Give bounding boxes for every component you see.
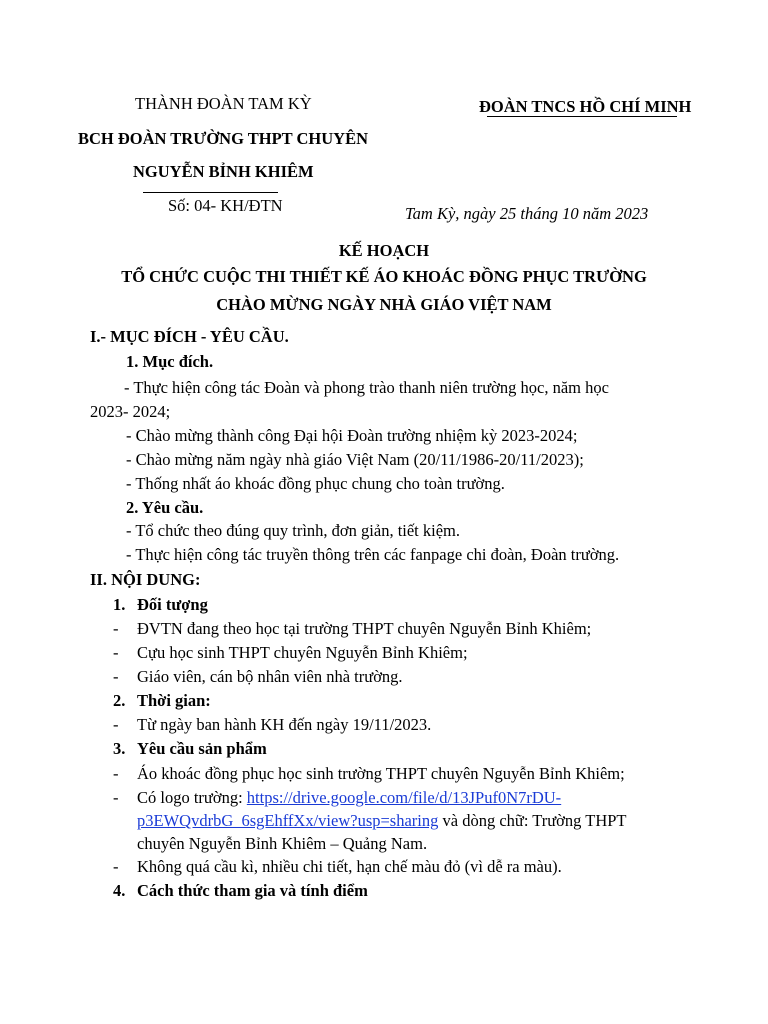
logo-drive-link-continued[interactable]: p3EWQvdrbG_6sgEhffXx/view?usp=sharing [137,811,439,830]
purpose-bullet-1: - Chào mừng thành công Đại hội Đoàn trường nhiệm kỳ 2023-2024; [126,426,578,445]
purpose-paragraph-line-1: - Thực hiện công tác Đoàn và phong trào thanh niên trường học, năm học [124,378,609,397]
item-3-logo-line-3: chuyên Nguyễn Bỉnh Khiêm – Quảng Nam. [137,834,428,853]
section-1-heading: I.- MỤC ĐÍCH - YÊU CẦU. [90,327,289,346]
dash-marker: - [113,643,119,662]
item-3-logo-line-2 [137,810,627,832]
item-1-number: 1. [113,595,126,614]
issuing-unit-line-1: BCH ĐOÀN TRƯỜNG THPT CHUYÊN [78,129,369,148]
purpose-paragraph-line-2: 2023- 2024; [90,402,171,421]
dash-marker: - [113,667,119,686]
dash-marker: - [113,788,119,807]
document-date: Tam Kỳ, ngày 25 tháng 10 năm 2023 [405,204,649,223]
item-2-number: 2. [113,691,126,710]
dash-marker: - [113,857,119,876]
dash-marker: - [113,715,119,734]
item-2-title: Thời gian: [137,691,211,710]
item-1-line-3: Giáo viên, cán bộ nhân viên nhà trường. [137,667,403,686]
dash-marker: - [113,619,119,638]
requirement-bullet-1: - Tổ chức theo đúng quy trình, đơn giản, tiết kiệm. [126,521,461,540]
issuing-unit-line-2: NGUYỄN BỈNH KHIÊM [133,162,314,181]
item-3-logo-line-1 [137,787,561,809]
item-3-last-line: Không quá cầu kì, nhiều chi tiết, hạn chế màu đỏ (vì dễ ra màu). [137,857,562,876]
logo-drive-link[interactable]: https://drive.google.com/file/d/13JPuf0N7rDU- [246,788,562,807]
document-title-line-2: CHÀO MỪNG NGÀY NHÀ GIÁO VIỆT NAM [216,295,552,314]
item-3-title: Yêu cầu sản phẩm [137,739,267,758]
party-organization: ĐOÀN TNCS HỒ CHÍ MINH [479,97,692,116]
item-3-line-1: Áo khoác đồng phục học sinh trường THPT chuyên Nguyễn Bỉnh Khiêm; [137,764,625,783]
logo-prefix-text: Có logo trường: [137,788,247,807]
header-right-divider [487,116,677,117]
requirement-bullet-2: - Thực hiện công tác truyền thông trên các fanpage chi đoàn, Đoàn trường. [126,545,620,564]
item-1-line-2: Cựu học sinh THPT chuyên Nguyễn Bỉnh Khiêm; [137,643,468,662]
section-2-heading: II. NỘI DUNG: [90,570,201,589]
document-title-line-1: TỔ CHỨC CUỘC THI THIẾT KẾ ÁO KHOÁC ĐỒNG PHỤC TRƯỜNG [121,267,647,286]
logo-suffix-text: và dòng chữ: Trường THPT [438,811,627,830]
section-1-sub-purpose: 1. Mục đích. [126,352,214,371]
item-2-line-1: Từ ngày ban hành KH đến ngày 19/11/2023. [137,715,432,734]
purpose-bullet-3: - Thống nhất áo khoác đồng phục chung cho toàn trường. [126,474,505,493]
issuing-organization: THÀNH ĐOÀN TAM KỲ [135,94,312,113]
header-left-divider [143,192,278,193]
item-1-line-1: ĐVTN đang theo học tại trường THPT chuyên Nguyễn Bỉnh Khiêm; [137,619,592,638]
section-1-sub-requirements: 2. Yêu cầu. [126,498,204,517]
dash-marker: - [113,764,119,783]
item-3-number: 3. [113,739,126,758]
item-4-title: Cách thức tham gia và tính điểm [137,881,368,900]
document-number: Số: 04- KH/ĐTN [168,196,283,215]
item-4-number: 4. [113,881,126,900]
document-type: KẾ HOẠCH [338,241,430,260]
item-1-title: Đối tượng [137,595,208,614]
purpose-bullet-2: - Chào mừng năm ngày nhà giáo Việt Nam (20/11/1986-20/11/2023); [126,450,584,469]
